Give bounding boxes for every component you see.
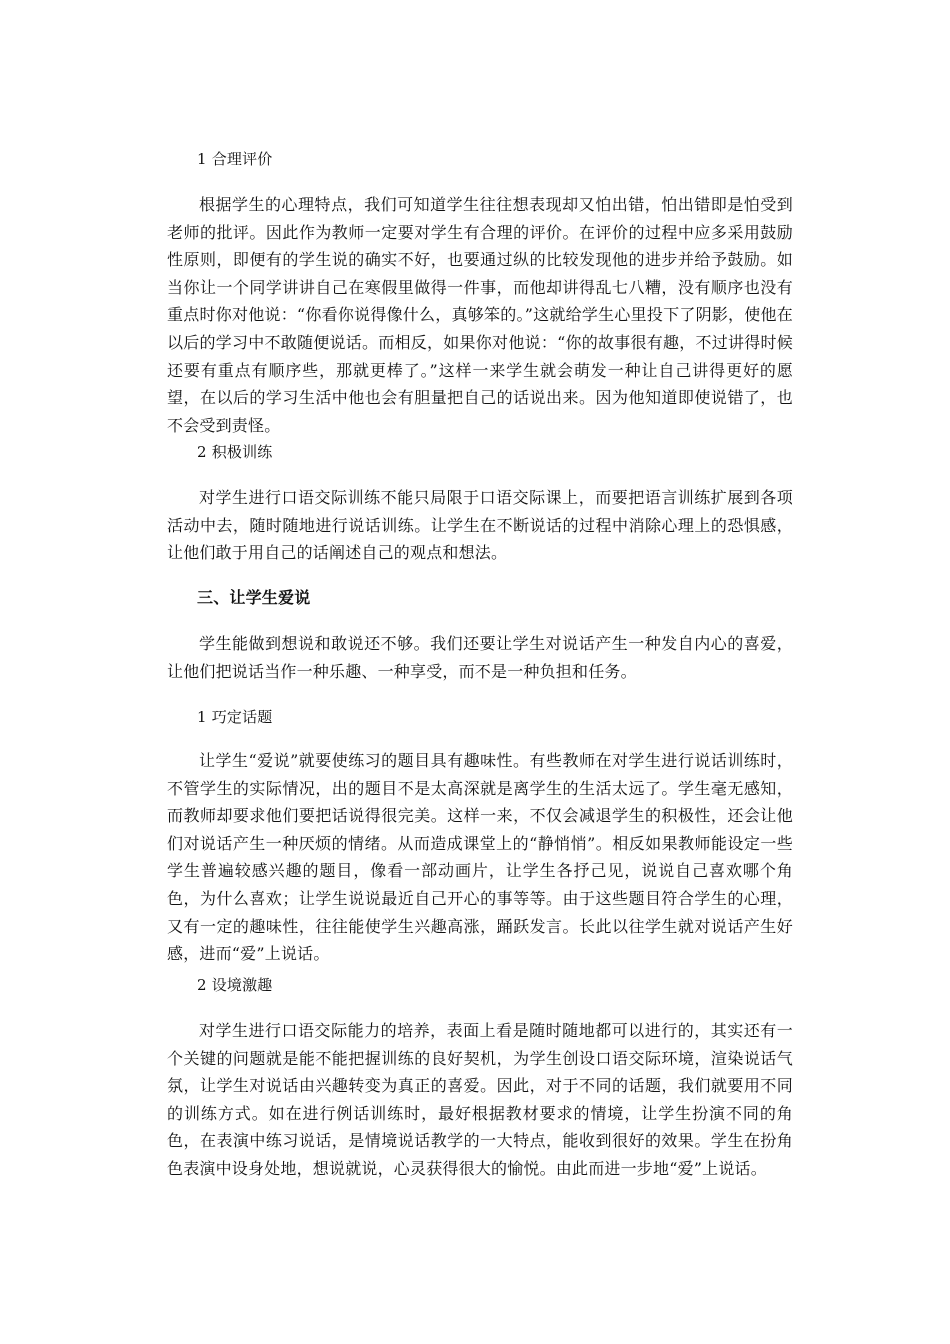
paragraph-scenario-interest: 对学生进行口语交际能力的培养，表面上看是随时随地都可以进行的，其实还有一个关键的问题就是能不能把握训练的良好契机，为学生创设口语交际环境，渲染说话气氛，让学生对说话由兴趣转变为真正的喜爱。因此，对于不同的话题，我们就要用不同的训练方式。如在进行例话训练时，最好根据教材要求的情境，让学生扮演不同的角色，在表演中练习说话，是情境说话教学的一大特点，能收到很好的效果。学生在扮角色表演中设身处地，想说就说，心灵获得很大的愉悦。由此而进一步地“爱”上说话。 [167,1021,793,1178]
section-title-love-speaking: 三、让学生爱说 [197,588,311,607]
paragraph-topic-selection: 让学生“爱说”就要使练习的题目具有趣味性。有些教师在对学生进行说话训练时，不管学生的实际情况，出的题目不是太高深就是离学生的生活太远了。学生毫无感知，而教师却要求他们要把话说得很完美。这样一来，不仅会减退学生的积极性，还会让他们对说话产生一种厌烦的情绪。从而造成课堂上的“静悄悄”。相反如果教师能设定一些学生普遍较感兴趣的题目，像看一部动画片，让学生各抒己见，说说自己喜欢哪个角色，为什么喜欢；让学生说说最近自己开心的事等等。由于这些题目符合学生的心理，又有一定的趣味性，往往能使学生兴趣高涨，踊跃发言。长此以往学生就对说话产生好感，进而“爱”上说话。 [167,751,793,964]
subheading-scenario-interest: 2 设境激趣 [197,976,273,994]
subheading-topic-selection: 1 巧定话题 [197,708,273,726]
subheading-active-training: 2 积极训练 [197,443,273,461]
paragraph-training: 对学生进行口语交际训练不能只局限于口语交际课上，而要把语言训练扩展到各项活动中去，随时随地进行说话训练。让学生在不断说话的过程中消除心理上的恐惧感，让他们敢于用自己的话阐述自己的观点和想法。 [167,488,793,563]
paragraph-love-speaking: 学生能做到想说和敢说还不够。我们还要让学生对说话产生一种发自内心的喜爱，让他们把说话当作一种乐趣、一种享受，而不是一种负担和任务。 [167,634,793,681]
subheading-reasonable-evaluation: 1 合理评价 [197,150,273,168]
paragraph-evaluation: 根据学生的心理特点，我们可知道学生往往想表现却又怕出错，怕出错即是怕受到老师的批评。因此作为教师一定要对学生有合理的评价。在评价的过程中应多采用鼓励性原则，即便有的学生说的确实不好，也要通过纵的比较发现他的进步并给予鼓励。如当你让一个同学讲讲自己在寒假里做得一件事，而他却讲得乱七八糟，没有顺序也没有重点时你对他说：“你看你说得像什么，真够笨的。”这就给学生心里投下了阴影，使他在以后的学习中不敢随便说话。而相反，如果你对他说：“你的故事很有趣，不过讲得时候还要有重点有顺序些，那就更棒了。”这样一来学生就会萌发一种让自己讲得更好的愿望，在以后的学习生活中他也会有胆量把自己的话说出来。因为他知道即使说错了，也不会受到责怪。 [167,195,793,435]
